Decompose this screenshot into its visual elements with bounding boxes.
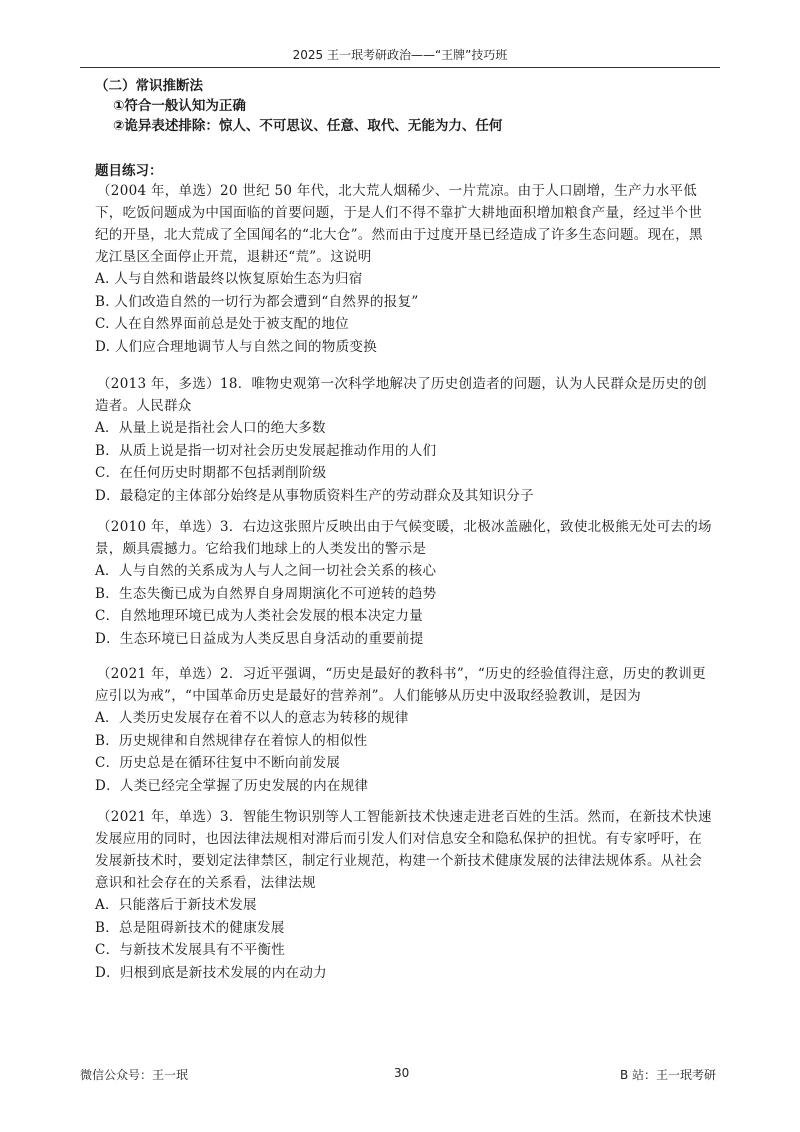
option-a: A．人与自然的关系成为人与人之间一切社会关系的核心 xyxy=(95,563,437,579)
question-2 xyxy=(95,373,713,507)
option-a: A．从量上说是指社会人口的绝大多数 xyxy=(95,420,326,436)
question-1 xyxy=(95,180,713,358)
option-b: B．从质上说是指一切对社会历史发展起推动作用的人们 xyxy=(95,442,437,459)
option-a: A．只能落后于新技术发展 xyxy=(95,897,257,913)
question-stem: （2010 年，单选）3．右边这张照片反映出由于气候变暖，北极冰盖融化，致使北极熊无处可去的场景，颇具震撼力。它给我们地球上的人类发出的警示是 xyxy=(95,519,712,557)
method-section xyxy=(95,76,715,136)
question-stem: （2013 年，多选）18．唯物史观第一次科学地解决了历史创造者的问题，认为人民群众是历史的创造者。人民群众 xyxy=(95,376,707,414)
option-c: C. 人在自然界面前总是处于被支配的地位 xyxy=(95,316,349,332)
method-point-1: ①符合一般认知为正确 xyxy=(113,98,246,114)
question-3 xyxy=(95,516,713,650)
option-d: D．生态环境已日益成为人类反思自身活动的重要前提 xyxy=(95,630,424,647)
option-d: D．归根到底是新技术发展的内在动力 xyxy=(95,964,327,981)
question-stem: （2004 年，单选）20 世纪 50 年代，北大荒人烟稀少、一片荒凉。由于人口剧增，生产力水平低下，吃饭问题成为中国面临的首要问题，于是人们不得不靠扩大耕地面积增加粮食产量，经过半个世纪的开垦，北大荒成了全国闻名的“北大仓”。然而由于过度开垦已经造成了许多生态问题。现在，黑龙江垦区全面停止开荒，退耕还“荒”。这说明 xyxy=(95,183,703,265)
footer-wechat: 微信公众号：王一珉 xyxy=(80,1068,189,1082)
method-point-2: ②诡异表述排除：惊人、不可思议、任意、取代、无能为力、任何 xyxy=(113,118,503,134)
option-b: B．生态失衡已成为自然界自身周期演化不可逆转的趋势 xyxy=(95,585,437,602)
option-d: D. 人们应合理地调节人与自然之间的物质变换 xyxy=(95,338,378,355)
option-a: A. 人与自然和谐最终以恢复原始生态为归宿 xyxy=(95,271,363,287)
practice-title: 题目练习： xyxy=(95,163,163,179)
header-divider xyxy=(80,67,720,68)
option-c: C．在任何历史时期都不包括剥削阶级 xyxy=(95,465,327,481)
option-b: B．历史规律和自然规律存在着惊人的相似性 xyxy=(95,732,368,749)
page-header: 2025 王一珉考研政治——“王牌”技巧班 xyxy=(292,48,508,62)
question-4 xyxy=(95,663,713,797)
option-b: B. 人们改造自然的一切行为都会遭到“自然界的报复” xyxy=(95,293,419,310)
option-c: C．自然地理环境已成为人类社会发展的根本决定力量 xyxy=(95,608,424,624)
option-a: A．人类历史发展存在着不以人的意志为转移的规律 xyxy=(95,710,409,726)
question-stem: （2021 年，单选）2．习近平强调，“历史是最好的教科书”，“历史的经验值得注意，历史的教训更应引以为戒”，“中国革命历史是最好的营养剂”。人们能够从历史中汲取经验教训，是因为 xyxy=(95,666,706,704)
method-title: （二）常识推断法 xyxy=(95,78,203,94)
option-d: D．人类已经完全掌握了历史发展的内在规律 xyxy=(95,777,369,794)
option-c: C．与新技术发展具有不平衡性 xyxy=(95,942,286,958)
option-d: D．最稳定的主体部分始终是从事物质资料生产的劳动群众及其知识分子 xyxy=(95,487,534,504)
option-c: C．历史总是在循环往复中不断向前发展 xyxy=(95,755,341,771)
question-5 xyxy=(95,806,713,984)
footer-bilibili: B 站：王一珉考研 xyxy=(619,1068,716,1082)
page-number: 30 xyxy=(394,1066,410,1080)
option-b: B．总是阻碍新技术的健康发展 xyxy=(95,919,285,936)
question-stem: （2021 年，单选）3．智能生物识别等人工智能新技术快速走进老百姓的生活。然而，在新技术快速发展应用的同时，也因法律法规相对滞后而引发人们对信息安全和隐私保护的担忧。有专家呼吁，在发展新技术时，要划定法律禁区，制定行业规范，构建一个新技术健康发展的法律法规体系。从社会意识和社会存在的关系看，法律法规 xyxy=(95,809,712,891)
